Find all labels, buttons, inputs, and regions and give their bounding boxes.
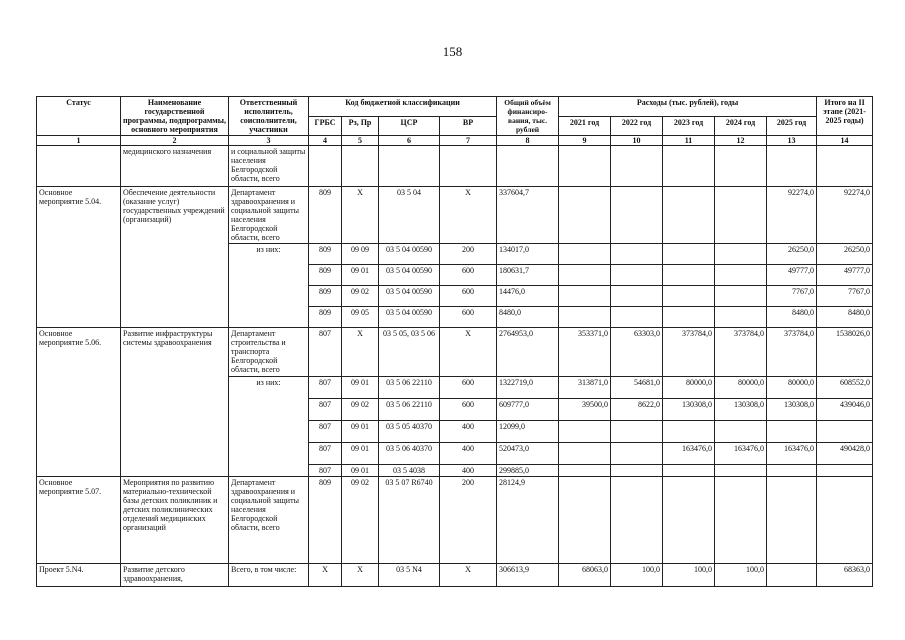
cell-rzpr: 09 05 bbox=[342, 307, 379, 328]
row-name: Развитие детского здравоохранения, bbox=[121, 564, 229, 587]
cell-2022: 100,0 bbox=[611, 564, 663, 587]
cell-total: 1322719,0 bbox=[497, 377, 559, 399]
header-executor: Ответственный исполнитель, соисполнители, участники bbox=[229, 97, 309, 136]
cell-rzpr: 09 01 bbox=[342, 377, 379, 399]
header-name: Наименование государственной программы, подпрограммы, основного мероприятия bbox=[121, 97, 229, 136]
cell-rzpr: 09 01 bbox=[342, 265, 379, 286]
cell-vr: 200 bbox=[440, 244, 497, 265]
cell-vr: 600 bbox=[440, 265, 497, 286]
cell-csr: 03 5 04 00590 bbox=[379, 244, 440, 265]
col-num: 11 bbox=[663, 136, 715, 146]
header-expenses: Расходы (тыс. рублей), годы bbox=[559, 97, 817, 117]
header-rzpr: Рз, Пр bbox=[342, 116, 379, 136]
header-row-1 bbox=[37, 97, 873, 117]
cell-grbs: 807 bbox=[309, 421, 342, 443]
cell-rzpr: 09 01 bbox=[342, 443, 379, 465]
cell-2022 bbox=[611, 187, 663, 244]
cell-sum: 68363,0 bbox=[817, 564, 873, 587]
cell-csr: 03 5 05, 03 5 06 bbox=[379, 328, 440, 377]
cell-total: 2764953,0 bbox=[497, 328, 559, 377]
cell-rzpr: 09 01 bbox=[342, 421, 379, 443]
budget-table bbox=[36, 96, 873, 587]
row-executor: из них: bbox=[229, 377, 309, 477]
cell-2021: 68063,0 bbox=[559, 564, 611, 587]
cell-csr: 03 5 06 22110 bbox=[379, 377, 440, 399]
header-total-volume: Общий объём финансиро-вания, тыс. рублей bbox=[497, 97, 559, 136]
row-name: Обеспечение деятельности (оказание услуг) государственных учреждений (организаций) bbox=[121, 187, 229, 328]
cell-rzpr: Х bbox=[342, 328, 379, 377]
cell-2021: 353371,0 bbox=[559, 328, 611, 377]
cell-2024: 80000,0 bbox=[715, 377, 767, 399]
cell-2021: 313871,0 bbox=[559, 377, 611, 399]
row-name: Мероприятия по развитию материально-технической базы детских поликлиник и детских поликлинических отделений медицинских организаций bbox=[121, 477, 229, 564]
header-vr: ВР bbox=[440, 116, 497, 136]
cell-2025 bbox=[767, 564, 817, 587]
header-budget-code: Код бюджетной классификации bbox=[309, 97, 497, 117]
cell-2023: 163476,0 bbox=[663, 443, 715, 465]
cell-2023 bbox=[663, 187, 715, 244]
cell-grbs: Х bbox=[309, 564, 342, 587]
cell-grbs: 809 bbox=[309, 307, 342, 328]
cell-total: 14476,0 bbox=[497, 286, 559, 307]
cell-grbs: 807 bbox=[309, 399, 342, 421]
cell-rzpr: 09 02 bbox=[342, 399, 379, 421]
cell-total: 306613,9 bbox=[497, 564, 559, 587]
cell-2024: 163476,0 bbox=[715, 443, 767, 465]
cell-2021 bbox=[559, 187, 611, 244]
cell-total: 8480,0 bbox=[497, 307, 559, 328]
cell-2023: 130308,0 bbox=[663, 399, 715, 421]
cell-rzpr: 09 02 bbox=[342, 477, 379, 564]
cell-csr: 03 5 04 bbox=[379, 187, 440, 244]
header-total-stage2: Итого на II этапе (2021-2025 годы) bbox=[817, 97, 873, 136]
row-status: Основное мероприятие 5.06. bbox=[37, 328, 121, 477]
cell-2025: 49777,0 bbox=[767, 265, 817, 286]
cell-2023: 373784,0 bbox=[663, 328, 715, 377]
col-num: 3 bbox=[229, 136, 309, 146]
col-num: 5 bbox=[342, 136, 379, 146]
cell-csr: 03 5 N4 bbox=[379, 564, 440, 587]
cell-grbs: 809 bbox=[309, 244, 342, 265]
header-status: Статус bbox=[37, 97, 121, 136]
cell-rzpr: 09 01 bbox=[342, 465, 379, 477]
cell-vr: Х bbox=[440, 328, 497, 377]
cell-csr: 03 5 06 40370 bbox=[379, 443, 440, 465]
row-status: Основное мероприятие 5.07. bbox=[37, 477, 121, 564]
table-row bbox=[37, 328, 873, 377]
cell-vr: 600 bbox=[440, 286, 497, 307]
cell-rzpr: 09 09 bbox=[342, 244, 379, 265]
header-2023: 2023 год bbox=[663, 116, 715, 136]
cell-sum: 490428,0 bbox=[817, 443, 873, 465]
row-status: Проект 5.N4. bbox=[37, 564, 121, 587]
cell-total: 12099,0 bbox=[497, 421, 559, 443]
cell-2024: 130308,0 bbox=[715, 399, 767, 421]
row-name: медицинского назначения bbox=[121, 146, 229, 187]
cell-2025: 373784,0 bbox=[767, 328, 817, 377]
cell-rzpr: Х bbox=[342, 187, 379, 244]
header-2024: 2024 год bbox=[715, 116, 767, 136]
cell-2025: 26250,0 bbox=[767, 244, 817, 265]
cell-2024 bbox=[715, 187, 767, 244]
cell-2023: 100,0 bbox=[663, 564, 715, 587]
cell-vr: 400 bbox=[440, 443, 497, 465]
cell-sum: 7767,0 bbox=[817, 286, 873, 307]
cell-rzpr: 09 02 bbox=[342, 286, 379, 307]
cell-total: 134017,0 bbox=[497, 244, 559, 265]
cell-vr: 600 bbox=[440, 399, 497, 421]
cell-grbs: 809 bbox=[309, 265, 342, 286]
cell-sum: 49777,0 bbox=[817, 265, 873, 286]
cell-sum: 92274,0 bbox=[817, 187, 873, 244]
cell-vr: Х bbox=[440, 564, 497, 587]
cell-vr: Х bbox=[440, 187, 497, 244]
column-number-row bbox=[37, 136, 873, 146]
cell-grbs: 809 bbox=[309, 477, 342, 564]
cell-grbs: 807 bbox=[309, 377, 342, 399]
col-num: 6 bbox=[379, 136, 440, 146]
cell-vr: 200 bbox=[440, 477, 497, 564]
cell-2025: 8480,0 bbox=[767, 307, 817, 328]
cell-sum: 608552,0 bbox=[817, 377, 873, 399]
col-num: 13 bbox=[767, 136, 817, 146]
cell-rzpr: Х bbox=[342, 564, 379, 587]
cell-2025: 80000,0 bbox=[767, 377, 817, 399]
cell-sum: 8480,0 bbox=[817, 307, 873, 328]
table-row bbox=[37, 187, 873, 244]
cell-2024: 373784,0 bbox=[715, 328, 767, 377]
cell-csr: 03 5 4038 bbox=[379, 465, 440, 477]
cell-grbs: 809 bbox=[309, 187, 342, 244]
cell-2021: 39500,0 bbox=[559, 399, 611, 421]
table-row bbox=[37, 564, 873, 587]
cell-total: 28124,9 bbox=[497, 477, 559, 564]
page-number: 158 bbox=[442, 44, 463, 59]
cell-total: 180631,7 bbox=[497, 265, 559, 286]
cell-sum: 1538026,0 bbox=[817, 328, 873, 377]
cell-grbs: 809 bbox=[309, 286, 342, 307]
cell-2024: 100,0 bbox=[715, 564, 767, 587]
cell-csr: 03 5 05 40370 bbox=[379, 421, 440, 443]
cell-sum: 26250,0 bbox=[817, 244, 873, 265]
cell-total: 299885,0 bbox=[497, 465, 559, 477]
cell-total: 609777,0 bbox=[497, 399, 559, 421]
cell-vr: 600 bbox=[440, 307, 497, 328]
cell-2025: 163476,0 bbox=[767, 443, 817, 465]
table-row bbox=[37, 477, 873, 564]
cell-csr: 03 5 04 00590 bbox=[379, 286, 440, 307]
header-2022: 2022 год bbox=[611, 116, 663, 136]
row-status: Основное мероприятие 5.04. bbox=[37, 187, 121, 328]
col-num: 10 bbox=[611, 136, 663, 146]
cell-2025: 130308,0 bbox=[767, 399, 817, 421]
cell-2025: 92274,0 bbox=[767, 187, 817, 244]
cell-vr: 600 bbox=[440, 377, 497, 399]
cell-2022: 8622,0 bbox=[611, 399, 663, 421]
cell-2023: 80000,0 bbox=[663, 377, 715, 399]
cell-csr: 03 5 04 00590 bbox=[379, 307, 440, 328]
row-executor: Департамент здравоохранения и социальной защиты населения Белгородской области, всего bbox=[229, 477, 309, 564]
col-num: 9 bbox=[559, 136, 611, 146]
cell-csr: 03 5 04 00590 bbox=[379, 265, 440, 286]
cell-vr: 400 bbox=[440, 465, 497, 477]
row-executor: Всего, в том числе: bbox=[229, 564, 309, 587]
col-num: 12 bbox=[715, 136, 767, 146]
cell-grbs: 807 bbox=[309, 443, 342, 465]
header-csr: ЦСР bbox=[379, 116, 440, 136]
col-num: 7 bbox=[440, 136, 497, 146]
table-row bbox=[37, 146, 873, 187]
cell-total: 520473,0 bbox=[497, 443, 559, 465]
cell-sum: 439046,0 bbox=[817, 399, 873, 421]
cell-csr: 03 5 06 22110 bbox=[379, 399, 440, 421]
cell-grbs: 807 bbox=[309, 328, 342, 377]
row-executor: и социальной защиты населения Белгородской области, всего bbox=[229, 146, 309, 187]
header-grbs: ГРБС bbox=[309, 116, 342, 136]
col-num: 2 bbox=[121, 136, 229, 146]
cell-csr: 03 5 07 R6740 bbox=[379, 477, 440, 564]
cell-grbs: 807 bbox=[309, 465, 342, 477]
row-executor: из них: bbox=[229, 244, 309, 328]
header-2025: 2025 год bbox=[767, 116, 817, 136]
cell-total: 337604,7 bbox=[497, 187, 559, 244]
header-2021: 2021 год bbox=[559, 116, 611, 136]
cell-2022: 63303,0 bbox=[611, 328, 663, 377]
row-executor: Департамент строительства и транспорта Белгородской области, всего bbox=[229, 328, 309, 377]
col-num: 4 bbox=[309, 136, 342, 146]
col-num: 14 bbox=[817, 136, 873, 146]
col-num: 8 bbox=[497, 136, 559, 146]
cell-vr: 400 bbox=[440, 421, 497, 443]
row-executor: Департамент здравоохранения и социальной защиты населения Белгородской области, всего bbox=[229, 187, 309, 244]
row-name: Развитие инфраструктуры системы здравоохранения bbox=[121, 328, 229, 477]
cell-2025: 7767,0 bbox=[767, 286, 817, 307]
col-num: 1 bbox=[37, 136, 121, 146]
cell-2022: 54681,0 bbox=[611, 377, 663, 399]
